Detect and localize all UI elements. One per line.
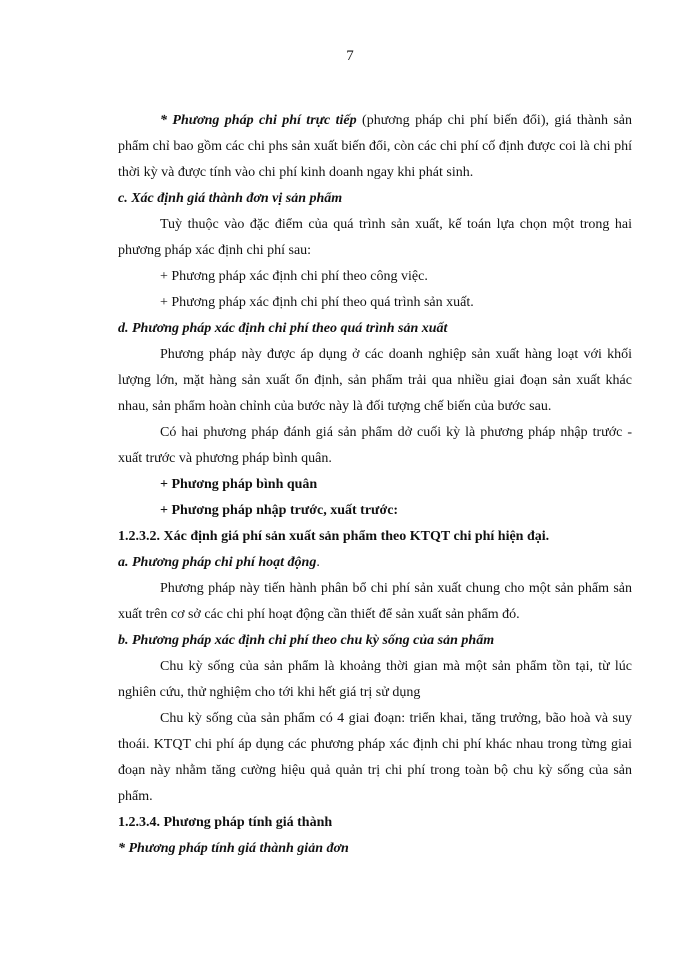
- heading-d: d. Phương pháp xác định chi phí theo quá trình sản xuất: [118, 321, 448, 336]
- heading-b: b. Phương pháp xác định chi phí theo chu kỳ sống của sản phẩm: [118, 633, 495, 648]
- heading-simple-method: * Phương pháp tính giá thành giản đơn: [118, 841, 349, 856]
- direct-cost-text: (phương pháp chi phí biến đổi), giá thành sản phẩm chỉ bao gồm các chi phs sản xuất biến đổi, còn các chi phí cố định được coi là chi phí thời kỳ và được tính vào chi phí kinh doanh ngay khi phát sinh.: [118, 113, 633, 180]
- bullet-process-cost: + Phương pháp xác định chi phí theo quá trình sản xuất.: [160, 295, 474, 310]
- bullet-fifo: + Phương pháp nhập trước, xuất trước:: [160, 503, 399, 518]
- document-body: [118, 108, 632, 862]
- paragraph-life-cycle-def: Chu kỳ sống của sản phẩm là khoảng thời gian mà một sản phẩm tồn tại, từ lúc nghiên cứu, thử nghiệm cho tới khi hết giá trị sử dụng: [118, 659, 632, 700]
- heading-1-2-3-2: 1.2.3.2. Xác định giá phí sản xuất sản phẩm theo KTQT chi phí hiện đại.: [118, 529, 550, 544]
- paragraph-direct-cost: [118, 108, 632, 186]
- paragraph-process-method: Phương pháp này được áp dụng ở các doanh nghiệp sản xuất hàng loạt với khối lượng lớn, mặt hàng sản xuất ổn định, sản phẩm trải qua nhiều giai đoạn sản xuất khác nhau, sản phẩm hoàn chỉnh của bước này là đối tượng chế biến của bước sau.: [118, 347, 632, 414]
- heading-a-text: a. Phương pháp chi phí hoạt động: [118, 555, 317, 570]
- heading-1-2-3-4: 1.2.3.4. Phương pháp tính giá thành: [118, 815, 333, 830]
- paragraph-wip-methods: Có hai phương pháp đánh giá sản phẩm dở cuối kỳ là phương pháp nhập trước - xuất trước và phương pháp bình quân.: [118, 425, 632, 466]
- paragraph-choose-method: Tuỳ thuộc vào đặc điểm của quá trình sản xuất, kế toán lựa chọn một trong hai phương pháp xác định chi phí sau:: [118, 217, 632, 258]
- heading-a: [118, 550, 632, 576]
- page-number: 7: [346, 48, 354, 64]
- paragraph-life-cycle-stages: Chu kỳ sống của sản phẩm có 4 giai đoạn: triển khai, tăng trưởng, bão hoà và suy thoái. KTQT chi phí áp dụng các phương pháp xác định chi phí khác nhau trong từng giai đoạn này nhằm tăng cường hiệu quả quản trị chi phí trong toàn bộ chu kỳ sống của sản phẩm.: [118, 711, 632, 804]
- bullet-job-cost: + Phương pháp xác định chi phí theo công việc.: [160, 269, 428, 284]
- bullet-average: + Phương pháp bình quân: [160, 477, 318, 492]
- heading-c: c. Xác định giá thành đơn vị sản phẩm: [118, 191, 343, 206]
- paragraph-activity-cost: Phương pháp này tiến hành phân bổ chi phí sản xuất chung cho một sản phẩm sản xuất trên cơ sở các chi phí hoạt động cần thiết để sản xuất sản phẩm đó.: [118, 581, 632, 622]
- heading-a-dot: .: [316, 555, 320, 570]
- direct-cost-lead: * Phương pháp chi phí trực tiếp: [160, 113, 357, 128]
